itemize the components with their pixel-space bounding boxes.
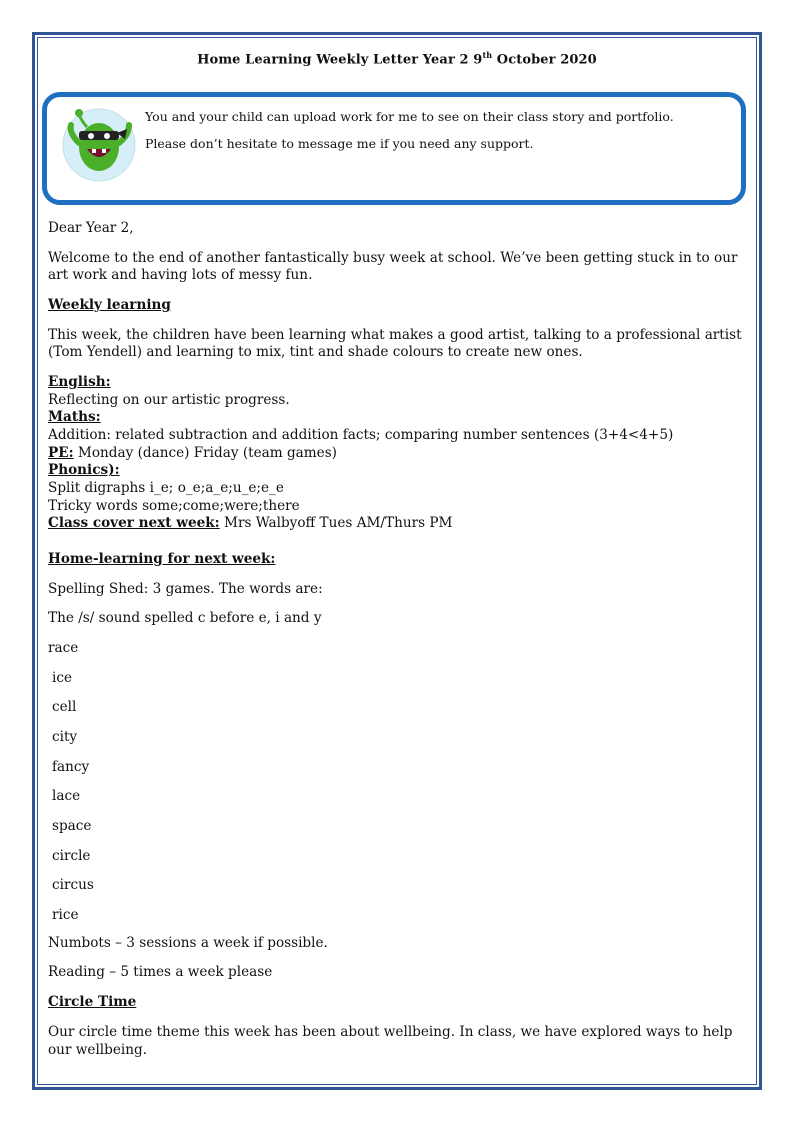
phonics-label: Phonics): <box>48 462 120 479</box>
letter-title <box>0 50 794 67</box>
letter-body <box>48 220 748 1071</box>
home-learning-heading: Home-learning for next week: <box>48 551 276 568</box>
spelling-word: circus <box>52 877 94 894</box>
spelling-word: city <box>52 729 78 746</box>
maths-label: Maths: <box>48 409 101 426</box>
phonics-tricky-words: Tricky words some;come;were;there <box>48 497 300 514</box>
spelling-word: fancy <box>52 758 90 775</box>
intro-paragraph: Welcome to the end of another fantastically busy week at school. We’ve been getting stuck in to our art work and having lots of messy fun. <box>48 249 738 284</box>
maths-text: Addition: related subtraction and addition facts; comparing number sentences (3+4<4+5) <box>48 427 674 444</box>
english-text: Reflecting on our artistic progress. <box>48 391 290 408</box>
cover-line <box>48 515 748 533</box>
spelling-word: cell <box>52 699 77 716</box>
circle-time-heading: Circle Time <box>48 994 137 1011</box>
weekly-learning-heading: Weekly learning <box>48 297 171 314</box>
phonics-digraphs: Split digraphs i_e; o_e;a_e;u_e;e_e <box>48 480 284 497</box>
spelling-rule: The /s/ sound spelled c before e, i and y <box>48 610 322 627</box>
subjects-block <box>48 374 748 533</box>
cover-label: Class cover next week: <box>48 515 220 532</box>
spelling-word: rice <box>52 907 79 924</box>
notice-text <box>145 109 674 163</box>
weekly-learning-text: This week, the children have been learning what makes a good artist, talking to a professional artist (Tom Yendell) and learning to mix, tint and shade colours to create new ones. <box>48 326 742 361</box>
numbots-line: Numbots – 3 sessions a week if possible. <box>48 934 328 951</box>
title-text: Home Learning Weekly Letter Year 2 9 <box>197 52 483 68</box>
spelling-word: space <box>52 818 92 835</box>
notice-line-upload: You and your child can upload work for me to see on their class story and portfolio. <box>145 109 674 124</box>
spelling-word: circle <box>52 847 91 864</box>
greeting: Dear Year 2, <box>48 220 134 236</box>
notice-line-support: Please don’t hesitate to message me if you need any support. <box>145 136 534 151</box>
title-date: October 2020 <box>492 52 597 68</box>
pe-label: PE: <box>48 444 74 461</box>
spelling-word: race <box>48 640 79 657</box>
pe-line <box>48 445 748 463</box>
title-ordinal: th <box>482 50 493 60</box>
green-monster-mascot-icon <box>59 103 137 183</box>
notice-box <box>42 92 746 205</box>
spelling-word: ice <box>52 669 73 686</box>
english-label: English: <box>48 374 111 391</box>
spelling-word: lace <box>52 788 81 805</box>
circle-time-text: Our circle time theme this week has been about wellbeing. In class, we have explored ways to help our wellbeing. <box>48 1023 733 1058</box>
pe-text: Monday (dance) Friday (team games) <box>73 444 337 461</box>
cover-text: Mrs Walbyoff Tues AM/Thurs PM <box>219 515 453 532</box>
reading-line: Reading – 5 times a week please <box>48 964 273 981</box>
spelling-intro: Spelling Shed: 3 games. The words are: <box>48 580 323 597</box>
